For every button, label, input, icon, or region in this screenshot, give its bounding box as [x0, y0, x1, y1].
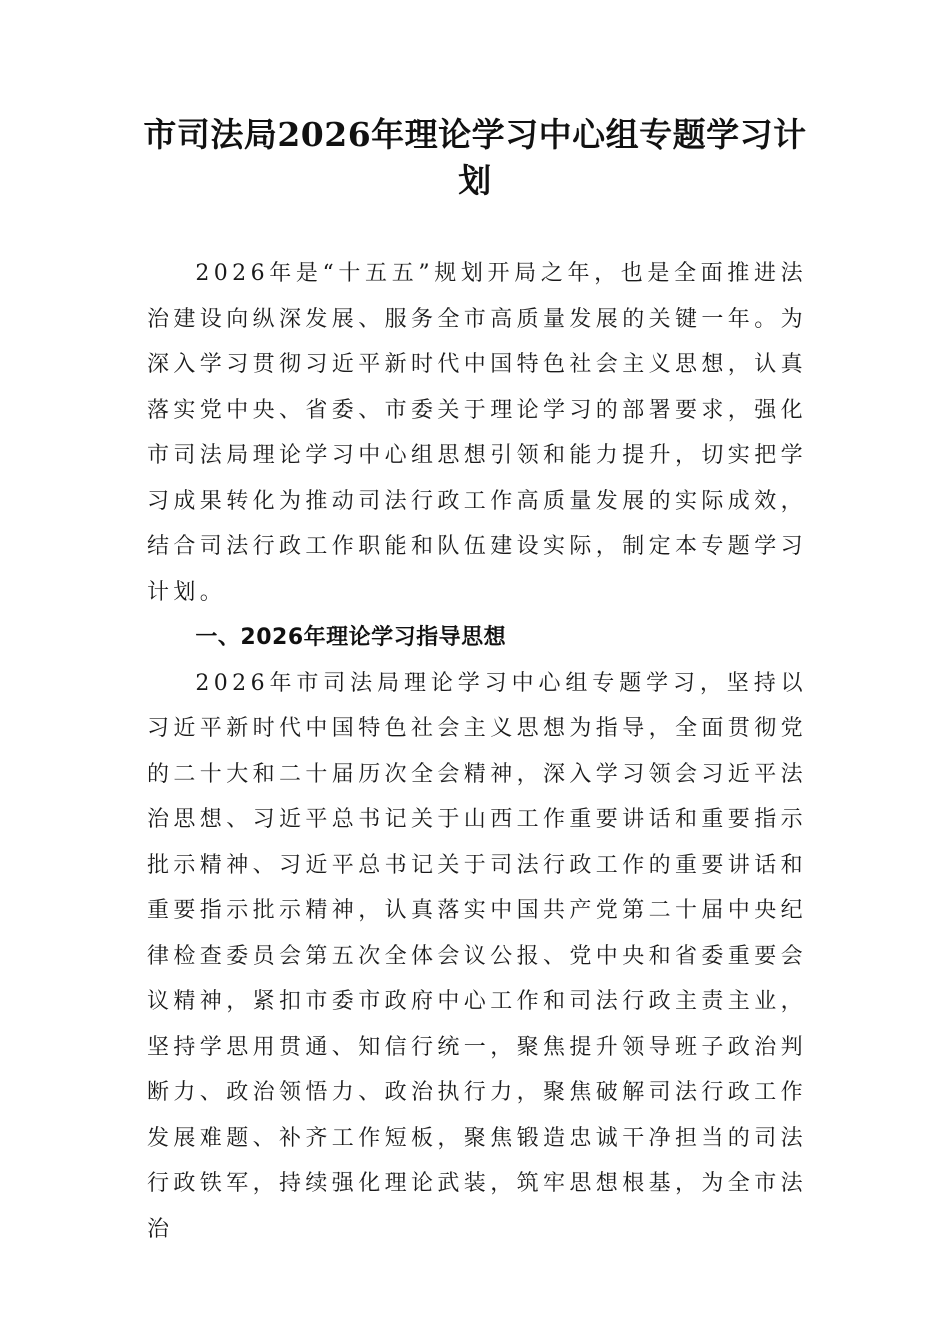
document-body — [147, 251, 807, 1252]
document-title: 市司法局2026年理论学习中心组专题学习计划 — [143, 115, 807, 200]
section-paragraph-guiding-ideology: 2026年市司法局理论学习中心组专题学习，坚持以习近平新时代中国特色社会主义思想为指导，全面贯彻党的二十大和二十届历次全会精神，深入学习领会习近平法治思想、习近平总书记关于山西工作重要讲话和重要指示批示精神、习近平总书记关于司法行政工作的重要讲话和重要指示批示精神，认真落实中国共产党第二十届中央纪律检查委员会第五次全体会议公报、党中央和省委重要会议精神，紧扣市委市政府中心工作和司法行政主责主业，坚持学思用贯通、知信行统一，聚焦提升领导班子政治判断力、政治领悟力、政治执行力，聚焦破解司法行政工作发展难题、补齐工作短板，聚焦锻造忠诚干净担当的司法行政铁军，持续强化理论武装，筑牢思想根基，为全市法治 — [147, 670, 808, 1242]
section-heading-guiding-ideology: 一、2026年理论学习指导思想 — [195, 625, 507, 650]
intro-paragraph: 2026年是“十五五”规划开局之年，也是全面推进法治建设向纵深发展、服务全市高质量发展的关键一年。为深入学习贯彻习近平新时代中国特色社会主义思想，认真落实党中央、省委、市委关于理论学习的部署要求，强化市司法局理论学习中心组思想引领和能力提升，切实把学习成果转化为推动司法行政工作高质量发展的实际成效，结合司法行政工作职能和队伍建设实际，制定本专题学习计划。 — [147, 261, 808, 605]
